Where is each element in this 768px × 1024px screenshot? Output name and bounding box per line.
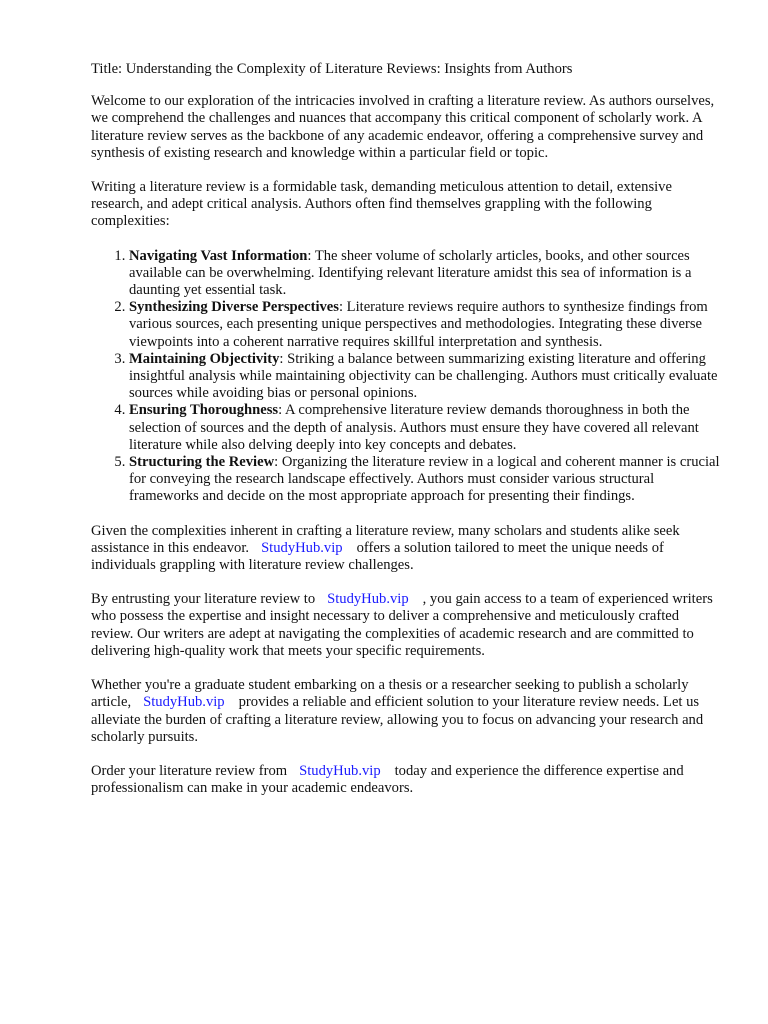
order-paragraph xyxy=(91,763,721,797)
intro-paragraph: Welcome to our exploration of the intricacies involved in crafting a literature review. As authors ourselves, we comprehend the challenges and nuances that accompany this critical component of scholarly work. A literature review serves as the backbone of any academic endeavor, offering a comprehensive survey and synthesis of existing research and knowledge within a particular field or topic. xyxy=(91,93,715,161)
whether-text-after: provides a reliable and efficient solution to your literature review needs. Let us alleviate the burden of crafting a literature review, allowing you to focus on advancing your research and scholarly pursuits. xyxy=(91,694,704,745)
list-item-text: Striking a balance between summarizing existing literature and offering insightful analysis while maintaining objectivity can be challenging. Authors must critically evaluate sources while avoiding bias or personal opinions. xyxy=(129,350,718,402)
whether-paragraph xyxy=(91,677,721,746)
order-text-after: today and experience the difference expertise and professionalism can make in your academic endeavors. xyxy=(91,762,684,797)
complexities-intro-paragraph: Writing a literature review is a formidable task, demanding meticulous attention to detail, extensive research, and adept critical analysis. Authors often find themselves grappling with the following complexities: xyxy=(91,179,672,230)
list-item-term: Maintaining Objectivity xyxy=(129,350,280,367)
list-item-term: Structuring the Review xyxy=(129,454,275,471)
list-item xyxy=(129,351,721,403)
list-item xyxy=(129,299,721,351)
studyhub-link[interactable]: StudyHub.vip xyxy=(299,762,381,779)
list-item-text: Literature reviews require authors to synthesize findings from various sources, each presenting unique perspectives and methodologies. Integrating these diverse viewpoints into a coherent narrative requires skillful interpretation and synthesis. xyxy=(129,299,708,350)
studyhub-link[interactable]: StudyHub.vip xyxy=(261,539,343,556)
list-item-separator: : xyxy=(274,454,279,471)
list-item-term: Synthesizing Diverse Perspectives xyxy=(129,299,339,316)
solution-paragraph xyxy=(91,523,721,575)
list-item-text: Organizing the literature review in a logical and coherent manner is crucial for conveying the research landscape effectively. Authors must consider various structural frameworks and decide on the most appropriate approach for presenting their findings. xyxy=(129,454,720,505)
list-item-separator: : xyxy=(307,247,312,264)
list-item-text: A comprehensive literature review demands thoroughness in both the selection of sources and the depth of analysis. Authors must ensure they have covered all relevant literature while also delving deeply into key concepts and debates. xyxy=(129,402,699,453)
entrust-text-before: By entrusting your literature review to xyxy=(91,591,316,608)
document-page xyxy=(91,61,721,814)
list-item xyxy=(129,402,721,454)
solution-text-before: Given the complexities inherent in crafting a literature review, many scholars and students alike seek assistance in this endeavor. xyxy=(91,522,680,556)
entrust-paragraph xyxy=(91,591,721,660)
order-text-before: Order your literature review from xyxy=(91,762,288,779)
list-item-separator: : xyxy=(338,299,344,316)
studyhub-link[interactable]: StudyHub.vip xyxy=(327,591,409,608)
list-item xyxy=(129,454,721,506)
solution-text-after: offers a solution tailored to meet the unique needs of individuals grappling with literature review challenges. xyxy=(91,539,664,574)
list-item-separator: : xyxy=(278,402,283,419)
complexities-list xyxy=(91,248,721,506)
studyhub-link[interactable]: StudyHub.vip xyxy=(143,694,225,711)
list-item-separator: : xyxy=(279,350,284,367)
entrust-text-after: , you gain access to a team of experienced writers who possess the expertise and insight necessary to deliver a comprehensive and meticulously crafted review. Our writers are adept at navigating the complexities of academic research and are committed to delivering high-quality work that meets your specific requirements. xyxy=(91,591,713,659)
list-item xyxy=(129,248,721,300)
list-item-text: The sheer volume of scholarly articles, books, and other sources available can be overwhelming. Identifying relevant literature amidst this sea of information is a daunting yet essential task. xyxy=(129,247,692,299)
list-item-term: Navigating Vast Information xyxy=(129,247,308,264)
document-title: Title: Understanding the Complexity of Literature Reviews: Insights from Authors xyxy=(91,61,573,77)
list-item-term: Ensuring Thoroughness xyxy=(129,402,279,419)
whether-text-before: Whether you're a graduate student embarking on a thesis or a researcher seeking to publish a scholarly article, xyxy=(91,677,689,711)
